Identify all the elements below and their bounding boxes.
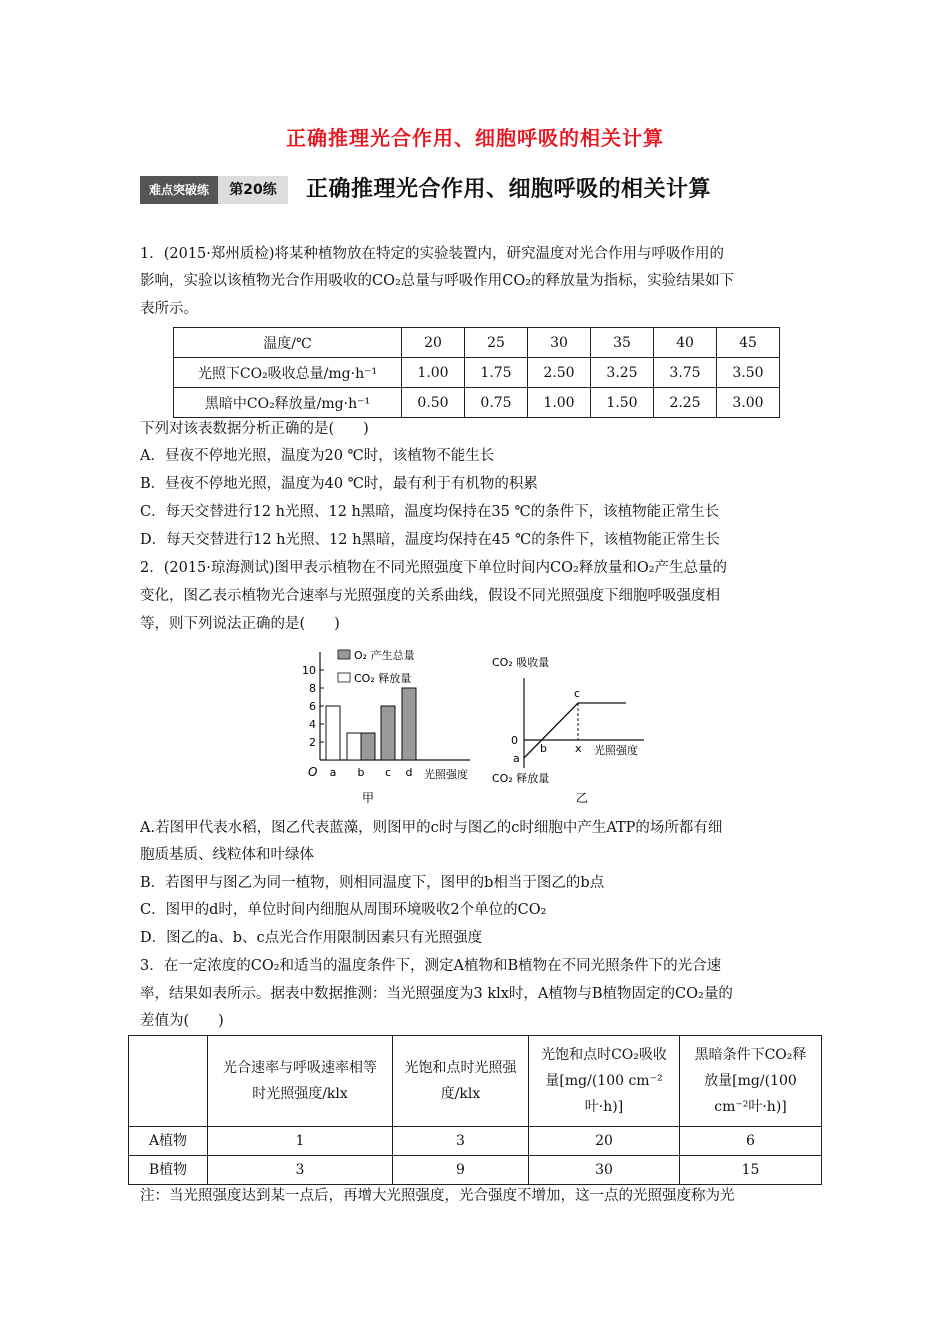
table-cell: 20 <box>529 1127 680 1156</box>
q2-stem-line-3: 等，则下列说法正确的是( ) <box>140 616 340 632</box>
q1-question: 下列对该表数据分析正确的是( ) <box>140 421 369 437</box>
table-cell: 6 <box>680 1127 822 1156</box>
y-tick-label: 10 <box>302 664 316 677</box>
q2-option-d: D．图乙的a、b、c点光合作用限制因素只有光照强度 <box>140 930 483 946</box>
table-cell: 1.75 <box>465 358 528 388</box>
banner-heading: 正确推理光合作用、细胞呼吸的相关计算 <box>306 177 712 202</box>
q2-stem-line-1: 2．(2015·琼海测试)图甲表示植物在不同光照强度下单位时间内CO₂释放量和O₂产生总量的 <box>140 560 728 576</box>
q3-stem-line-2: 率，结果如表所示。据表中数据推测：当光照强度为3 klx时，A植物与B植物固定的CO₂量的 <box>140 986 733 1002</box>
y-tick-label: 2 <box>309 736 316 749</box>
q1-option-b: B．昼夜不停地光照，温度为40 ℃时，最有利于有机物的积累 <box>140 476 538 492</box>
q3-stem-line-1: 3．在一定浓度的CO₂和适当的温度条件下，测定A植物和B植物在不同光照条件下的光合速 <box>140 958 722 974</box>
point-x-label: x <box>575 742 582 755</box>
q2-option-a-line-2: 胞质基质、线粒体和叶绿体 <box>140 847 314 863</box>
bar-co2-a <box>326 706 340 760</box>
q2-option-b: B．若图甲与图乙为同一植物，则相同温度下，图甲的b相当于图乙的b点 <box>140 875 605 891</box>
x-axis-label: 光照强度 <box>594 744 638 757</box>
x-axis-label: 光照强度 <box>424 768 468 781</box>
x-tick-label: a <box>329 766 337 779</box>
x-tick-label: d <box>405 766 413 779</box>
table-cell: 3 <box>208 1156 393 1185</box>
origin-label: O <box>308 765 318 779</box>
legend-co2-swatch <box>338 673 350 682</box>
q2-stem-line-2: 变化，图乙表示植物光合速率与光照强度的关系曲线，假设不同光照强度下细胞呼吸强度相 <box>140 588 720 604</box>
table-cell: 1.50 <box>591 388 654 418</box>
table-cell: 光饱和点时CO₂吸收量[mg/(100 cm⁻²叶·h)] <box>529 1036 680 1127</box>
table-cell: 25 <box>465 328 528 358</box>
q2-option-a-line-1: A.若图甲代表水稻，图乙代表蓝藻，则图甲的c时与图乙的c时细胞中产生ATP的场所都有细 <box>140 820 723 836</box>
q2-option-c: C．图甲的d时，单位时间内细胞从周围环境吸收2个单位的CO₂ <box>140 902 547 918</box>
table-cell: 9 <box>393 1156 529 1185</box>
y-axis-label-top: CO₂ 吸收量 <box>492 656 550 669</box>
table-cell: 0.50 <box>402 388 465 418</box>
figure-jia-bar-chart <box>300 642 490 812</box>
table-cell: 0.75 <box>465 388 528 418</box>
table-cell: 温度/℃ <box>174 328 402 358</box>
q1-stem-line-1: 1．(2015·郑州质检)将某种植物放在特定的实验装置内，研究温度对光合作用与呼吸作用的 <box>140 246 725 262</box>
q1-data-table <box>173 327 780 418</box>
q1-option-a: A．昼夜不停地光照，温度为20 ℃时，该植物不能生长 <box>140 448 495 464</box>
table-cell: 30 <box>529 1156 680 1185</box>
table-cell: 光合速率与呼吸速率相等时光照强度/klx <box>208 1036 393 1127</box>
y-tick-label: 4 <box>309 718 316 731</box>
table-cell: 光饱和点时光照强度/klx <box>393 1036 529 1127</box>
page-title: 正确推理光合作用、细胞呼吸的相关计算 <box>286 126 664 150</box>
table-cell: B植物 <box>129 1156 208 1185</box>
point-c-label: c <box>574 687 581 700</box>
q3-stem-line-3: 差值为( ) <box>140 1013 224 1029</box>
x-tick-label: b <box>357 766 365 779</box>
bar-co2-b <box>347 733 361 760</box>
q1-option-c: C．每天交替进行12 h光照、12 h黑暗，温度均保持在35 ℃的条件下，该植物能正常生长 <box>140 504 720 520</box>
table-cell: 40 <box>654 328 717 358</box>
zero-label: 0 <box>511 734 518 747</box>
table-cell: 3.75 <box>654 358 717 388</box>
table-cell: 2.50 <box>528 358 591 388</box>
table-cell: 黑暗中CO₂释放量/mg·h⁻¹ <box>174 388 402 418</box>
table-cell: 15 <box>680 1156 822 1185</box>
table-cell: 3 <box>393 1127 529 1156</box>
banner-tag-lesson: 第20练 <box>218 176 288 204</box>
x-tick-label: c <box>384 766 392 779</box>
q3-data-table <box>128 1035 822 1185</box>
banner-tag-difficulty: 难点突破练 <box>140 176 218 204</box>
y-tick-label: 6 <box>309 700 316 713</box>
bar-o2-b <box>361 733 375 760</box>
table-cell: 30 <box>528 328 591 358</box>
q1-stem-line-3: 表所示。 <box>140 301 198 317</box>
table-row <box>129 1127 822 1156</box>
table-cell: 1.00 <box>402 358 465 388</box>
legend-o2-swatch <box>338 650 350 659</box>
table-row <box>129 1156 822 1185</box>
figure-caption-jia: 甲 <box>362 791 375 805</box>
table-row <box>129 1036 822 1127</box>
section-banner <box>140 170 820 210</box>
q1-stem-line-2: 影响，实验以该植物光合作用吸收的CO₂总量与呼吸作用CO₂的释放量为指标，实验结果如下 <box>140 273 735 289</box>
bar-o2-d <box>402 688 416 760</box>
y-tick-label: 8 <box>309 682 316 695</box>
point-b-label: b <box>540 742 547 755</box>
table-row <box>174 388 780 418</box>
table-cell: 2.25 <box>654 388 717 418</box>
table-cell: 3.00 <box>717 388 780 418</box>
table-cell <box>129 1036 208 1127</box>
table-cell: A植物 <box>129 1127 208 1156</box>
table-row <box>174 328 780 358</box>
table-cell: 35 <box>591 328 654 358</box>
table-cell: 45 <box>717 328 780 358</box>
legend-o2-label: O₂ 产生总量 <box>354 649 415 662</box>
table-cell: 黑暗条件下CO₂释放量[mg/(100 cm⁻²叶·h)] <box>680 1036 822 1127</box>
table-cell: 光照下CO₂吸收总量/mg·h⁻¹ <box>174 358 402 388</box>
table-cell: 20 <box>402 328 465 358</box>
y-axis-label-bottom: CO₂ 释放量 <box>492 772 550 785</box>
q1-option-d: D．每天交替进行12 h光照、12 h黑暗，温度均保持在45 ℃的条件下，该植物能正常生长 <box>140 532 720 548</box>
table-cell: 1 <box>208 1127 393 1156</box>
figure-caption-yi: 乙 <box>576 791 589 805</box>
point-a-label: a <box>513 752 520 765</box>
bar-o2-c <box>381 706 395 760</box>
legend-co2-label: CO₂ 释放量 <box>354 672 412 685</box>
table-cell: 3.25 <box>591 358 654 388</box>
q3-note: 注：当光照强度达到某一点后，再增大光照强度，光合强度不增加，这一点的光照强度称为光 <box>140 1188 735 1204</box>
table-cell: 3.50 <box>717 358 780 388</box>
figure-yi-line-chart <box>486 650 666 810</box>
table-cell: 1.00 <box>528 388 591 418</box>
table-row <box>174 358 780 388</box>
